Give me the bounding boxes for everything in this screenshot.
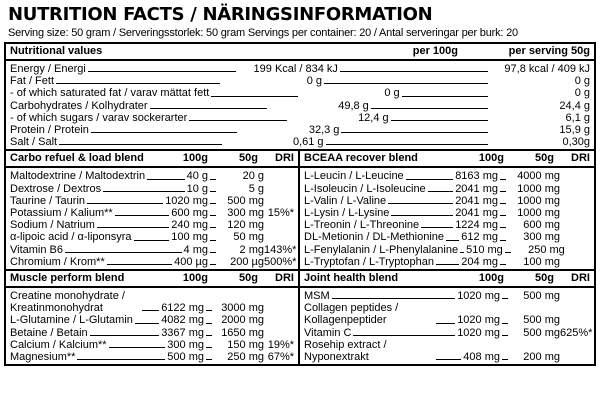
amount-50g: 250 mg — [528, 243, 565, 256]
amount-100g: 510 mg — [466, 243, 503, 256]
ingredient-label: L-Valin / L-Valine — [304, 194, 387, 207]
dri-percent — [264, 231, 294, 243]
amount-100g: 4 mg — [183, 243, 208, 256]
leader-line — [324, 75, 488, 84]
leader-line — [210, 195, 216, 204]
carbo-row — [10, 255, 297, 268]
nutrient-label: Energy / Energi — [10, 63, 86, 75]
dri-percent — [264, 314, 294, 326]
carbo-blend-rows — [6, 168, 298, 269]
joint-blend-header — [300, 271, 594, 288]
carbo-blend-table — [4, 151, 300, 271]
muscle-blend-rows — [6, 288, 298, 364]
leader-line — [147, 170, 184, 179]
amount-100g: 6122 mg — [161, 302, 204, 315]
ingredient-label: DL-Metionin / DL-Methionine — [304, 231, 445, 244]
leader-line — [210, 231, 216, 240]
leader-line — [500, 207, 506, 216]
leader-line — [150, 100, 267, 109]
amount-50g: 200 µg — [230, 255, 264, 268]
leader-line — [90, 327, 160, 336]
blend-grid-top — [4, 151, 596, 271]
carbo-row — [10, 219, 294, 231]
header-per100: per 100g — [412, 45, 458, 57]
leader-line — [211, 87, 297, 96]
joint-row — [304, 302, 590, 326]
leader-line — [402, 87, 488, 96]
ingredient-label: Rosehip extract / Nyponextrakt — [304, 338, 387, 364]
blend-grid-bottom — [4, 271, 596, 366]
carbo-row — [10, 183, 294, 195]
muscle-row — [10, 351, 294, 363]
leader-line — [326, 136, 488, 145]
amount-50g: 50 mg — [233, 231, 264, 244]
ingredient-label: Creatine monohydrate / Kreatinmonohydrat — [10, 290, 125, 315]
header-per-serving: per serving 50g — [508, 45, 590, 57]
nutrition-row — [10, 75, 590, 87]
amount-50g: 250 mg — [227, 351, 264, 364]
amount-100g: 10 g — [186, 182, 208, 195]
muscle-blend-header — [6, 271, 298, 288]
ingredient-label: MSM — [304, 290, 330, 303]
dri-empty — [565, 244, 595, 256]
amount-100g: 1020 mg — [457, 290, 500, 303]
bceaa-blend-header — [300, 151, 594, 168]
leader-line — [505, 244, 511, 253]
ingredient-label: Vitamin B6 — [10, 243, 63, 256]
amount-50g: 5 g — [248, 182, 264, 195]
leader-line — [502, 359, 508, 360]
leader-line — [142, 310, 159, 311]
leader-line — [210, 170, 216, 179]
bceaa-row — [304, 207, 590, 219]
leader-line — [353, 327, 455, 336]
carbo-blend-header — [6, 151, 298, 168]
value-per-serving: 15,9 g — [559, 124, 590, 137]
leader-line — [87, 195, 163, 204]
amount-50g: 120 mg — [227, 219, 264, 232]
ingredient-label: Taurine / Taurin — [10, 194, 86, 207]
joint-col-50g: 50g — [535, 272, 554, 285]
ingredient-label: Collagen peptides / Kollagenpeptider — [304, 302, 399, 327]
amount-100g: 1020 mg — [165, 194, 208, 207]
muscle-row — [10, 327, 294, 339]
leader-line — [107, 256, 172, 265]
muscle-row — [10, 314, 294, 326]
amount-50g: 2000 mg — [221, 314, 264, 327]
dri-empty — [560, 219, 590, 231]
ingredient-label: Calcium / Kalcium** — [10, 338, 107, 351]
leader-line — [391, 112, 488, 121]
amount-100g: 300 mg — [167, 338, 204, 351]
nutrient-label: Protein / Protein — [10, 124, 89, 137]
nutrition-row — [10, 63, 590, 75]
amount-50g: 500 mg — [227, 194, 264, 207]
leader-line — [210, 219, 216, 228]
dri-percent — [264, 327, 294, 339]
leader-line — [109, 339, 166, 348]
muscle-row — [10, 290, 294, 314]
muscle-row — [10, 339, 294, 351]
bceaa-row — [304, 256, 590, 268]
amount-100g: 2041 mg — [455, 194, 498, 207]
amount-50g: 1650 mg — [221, 326, 264, 339]
amount-50g: 300 mg — [227, 207, 264, 220]
ingredient-label: L-Tryptofan / L-Tryptophan — [304, 255, 435, 268]
bceaa-row — [304, 231, 590, 243]
leader-line — [340, 63, 488, 72]
ingredient-label: Potassium / Kalium** — [10, 207, 113, 220]
leader-line — [210, 183, 216, 192]
ingredient-label: L-Fenylalanin / L-Phenylalanine — [304, 243, 459, 256]
leader-line — [103, 183, 184, 192]
ingredient-label: Chromium / Krom** — [10, 255, 105, 268]
amount-100g: 612 mg — [461, 231, 498, 244]
leader-line — [391, 207, 453, 216]
amount-100g: 408 mg — [463, 351, 500, 364]
leader-line — [206, 327, 212, 336]
bceaa-blend-title: BCEAA recover blend — [304, 152, 418, 165]
dri-percent: 143%* — [264, 243, 297, 256]
leader-line — [500, 219, 506, 228]
value-per-serving: 97,8 kcal / 409 kJ — [504, 63, 591, 75]
amount-50g: 100 mg — [523, 255, 560, 268]
leader-line — [56, 75, 220, 84]
dri-percent: 625%* — [560, 326, 593, 339]
bceaa-row — [304, 219, 590, 231]
amount-100g: 400 µg — [174, 255, 208, 268]
amount-100g: 240 mg — [171, 219, 208, 232]
dri-empty — [560, 170, 590, 182]
dri-empty — [560, 231, 590, 243]
amount-100g: 40 g — [186, 170, 208, 183]
carbo-col-50g: 50g — [239, 152, 258, 165]
value-per-serving: 0 g — [574, 87, 590, 100]
carbo-row — [10, 231, 294, 243]
dri-percent: 67%* — [267, 351, 294, 364]
amount-100g: 1020 mg — [457, 326, 500, 339]
amount-50g: 1000 mg — [517, 207, 560, 220]
joint-blend-rows — [300, 288, 594, 364]
amount-50g: 20 g — [242, 170, 264, 183]
bceaa-blend-rows — [300, 168, 594, 269]
dri-empty — [560, 183, 590, 195]
amount-100g: 1020 mg — [457, 314, 500, 327]
muscle-col-100g: 100g — [182, 272, 208, 285]
nutritional-values-rows — [6, 61, 594, 149]
leader-line — [189, 112, 286, 121]
muscle-blend-table — [4, 271, 300, 366]
leader-line — [332, 290, 456, 299]
muscle-blend-title: Muscle perform blend — [10, 272, 125, 285]
amount-50g: 4000 mg — [517, 170, 560, 183]
amount-50g: 1000 mg — [517, 182, 560, 195]
nutrition-row — [10, 87, 590, 99]
dri-percent — [264, 183, 294, 195]
nutrient-label: Salt / Salt — [10, 136, 58, 149]
nutrient-label: Carbohydrates / Kolhydrater — [10, 99, 148, 112]
bceaa-row — [304, 195, 590, 207]
carbo-row — [10, 195, 294, 207]
leader-line — [65, 244, 182, 253]
ingredient-label: Magnesium** — [10, 351, 76, 364]
value-per-serving: 24,4 g — [559, 99, 591, 112]
carbo-col-100g: 100g — [182, 152, 208, 165]
joint-row — [304, 290, 590, 302]
page-title: NUTRITION FACTS / NÄRINGSINFORMATION — [8, 4, 433, 25]
carbo-col-dri: DRI — [275, 152, 294, 165]
nutrient-label: - of which saturated fat / varav mättat fett — [10, 87, 210, 100]
carbo-blend-title: Carbo refuel & load blend — [10, 152, 144, 165]
leader-line — [502, 323, 508, 324]
value-per-serving: 6,1 g — [565, 111, 591, 124]
dri-percent: 19%* — [267, 338, 294, 351]
leader-line — [115, 207, 170, 216]
value-per100: 32,3 g — [308, 124, 340, 137]
ingredient-label: Vitamin C — [304, 326, 352, 339]
bceaa-col-100g: 100g — [478, 152, 504, 165]
amount-100g: 3367 mg — [161, 326, 204, 339]
leader-line — [206, 310, 212, 311]
leader-line — [436, 256, 459, 265]
serving-info: Serving size: 50 gram / Serveringsstorlek: 50 gram Servings per container: 20 / Antal serveringar per burk: 20 — [8, 27, 518, 39]
leader-line — [59, 136, 221, 145]
ingredient-label: α-lipoic acid / α-liponsyra — [10, 231, 132, 244]
leader-line — [500, 170, 506, 179]
bceaa-col-dri: DRI — [571, 152, 590, 165]
joint-blend-title: Joint health blend — [304, 272, 399, 285]
ingredient-label: L-Leucin / L-Leucine — [304, 170, 404, 183]
amount-50g: 200 mg — [523, 351, 560, 364]
leader-line — [502, 290, 508, 299]
value-per100: 0 g — [306, 75, 323, 88]
joint-col-100g: 100g — [478, 272, 504, 285]
value-per100: 12,4 g — [358, 111, 389, 124]
leader-line — [206, 314, 212, 323]
joint-col-dri: DRI — [571, 272, 590, 285]
value-per100: 199 Kcal / 834 kJ — [253, 63, 338, 75]
amount-100g: 600 mg — [171, 207, 208, 220]
amount-100g: 100 mg — [171, 231, 208, 244]
dri-empty — [560, 256, 590, 268]
value-per-serving: 0 g — [574, 75, 591, 88]
amount-50g: 600 mg — [523, 219, 560, 232]
leader-line — [97, 219, 169, 228]
leader-line — [388, 195, 453, 204]
leader-line — [135, 314, 159, 323]
nutritional-values-table — [4, 42, 596, 151]
nutrient-label: Fat / Fett — [10, 75, 55, 88]
leader-line — [77, 351, 165, 360]
dri-empty — [560, 207, 590, 219]
leader-line — [446, 231, 459, 240]
dri-empty — [560, 195, 590, 207]
nutrition-row — [10, 112, 590, 124]
ingredient-label: Sodium / Natrium — [10, 219, 95, 232]
nutritional-values-header — [6, 44, 594, 61]
leader-line — [206, 351, 212, 360]
dri-percent: 500%* — [264, 255, 297, 268]
amount-50g: 1000 mg — [517, 194, 560, 207]
leader-line — [210, 256, 216, 265]
leader-line — [460, 244, 464, 253]
amount-100g: 2041 mg — [455, 207, 498, 220]
nutrition-row — [10, 136, 590, 148]
amount-100g: 2041 mg — [455, 182, 498, 195]
leader-line — [436, 359, 461, 360]
joint-row — [304, 339, 590, 363]
nutrition-row — [10, 100, 590, 112]
dri-percent — [264, 170, 294, 182]
leader-line — [421, 219, 453, 228]
amount-50g: 150 mg — [227, 338, 264, 351]
leader-line — [500, 256, 506, 265]
nutrient-label: - of which sugars / varav sockerarter — [10, 111, 188, 124]
ingredient-label: Dextrose / Dextros — [10, 182, 102, 195]
value-per-serving: 0,30g — [562, 136, 591, 149]
leader-line — [406, 170, 454, 179]
carbo-row — [10, 207, 294, 219]
header-name: Nutritional values — [10, 45, 103, 57]
carbo-row — [10, 170, 294, 182]
leader-line — [134, 231, 170, 240]
ingredient-label: L-Lysin / L-Lysine — [304, 207, 390, 220]
leader-line — [436, 323, 455, 324]
leader-line — [371, 100, 488, 109]
bceaa-col-50g: 50g — [535, 152, 554, 165]
nutrition-row — [10, 124, 590, 136]
amount-100g: 8163 mg — [455, 170, 498, 183]
dri-percent: 15%* — [267, 207, 294, 220]
joint-blend-table — [300, 271, 596, 366]
bceaa-row — [304, 183, 590, 195]
amount-100g: 204 mg — [461, 255, 498, 268]
bceaa-row — [304, 244, 590, 256]
value-per100: 0,61 g — [292, 136, 324, 149]
amount-100g: 4082 mg — [161, 314, 204, 327]
muscle-col-50g: 50g — [239, 272, 258, 285]
leader-line — [91, 124, 238, 133]
dri-percent — [560, 290, 590, 302]
leader-line — [210, 207, 216, 216]
value-per100: 49,8 g — [338, 99, 369, 112]
value-per100: 0 g — [384, 87, 400, 100]
carbo-row — [10, 243, 297, 256]
ingredient-label: Maltodextrine / Maltodextrin — [10, 170, 146, 183]
leader-line — [500, 183, 506, 192]
amount-50g: 300 mg — [523, 231, 560, 244]
amount-100g: 500 mg — [167, 351, 204, 364]
amount-50g: 500 mg — [523, 326, 560, 339]
leader-line — [428, 183, 454, 192]
leader-line — [210, 244, 216, 253]
bceaa-blend-table — [300, 151, 596, 271]
dri-percent — [264, 219, 294, 231]
bceaa-row — [304, 170, 590, 182]
amount-50g: 2 mg — [239, 243, 264, 256]
leader-line — [341, 124, 488, 133]
dri-percent — [264, 195, 294, 207]
leader-line — [88, 63, 236, 72]
leader-line — [500, 195, 506, 204]
amount-100g: 1224 mg — [455, 219, 498, 232]
amount-50g: 500 mg — [523, 314, 560, 327]
ingredient-label: L-Isoleucin / L-Isoleucine — [304, 182, 426, 195]
amount-50g: 3000 mg — [221, 302, 264, 315]
leader-line — [500, 231, 506, 240]
muscle-col-dri: DRI — [275, 272, 294, 285]
leader-line — [206, 339, 212, 348]
leader-line — [502, 327, 508, 336]
ingredient-label: L-Glutamine / L-Glutamin — [10, 314, 133, 327]
joint-row — [304, 326, 593, 339]
amount-50g: 500 mg — [523, 290, 560, 303]
ingredient-label: Betaine / Betain — [10, 326, 88, 339]
ingredient-label: L-Treonin / L-Threonine — [304, 219, 420, 232]
